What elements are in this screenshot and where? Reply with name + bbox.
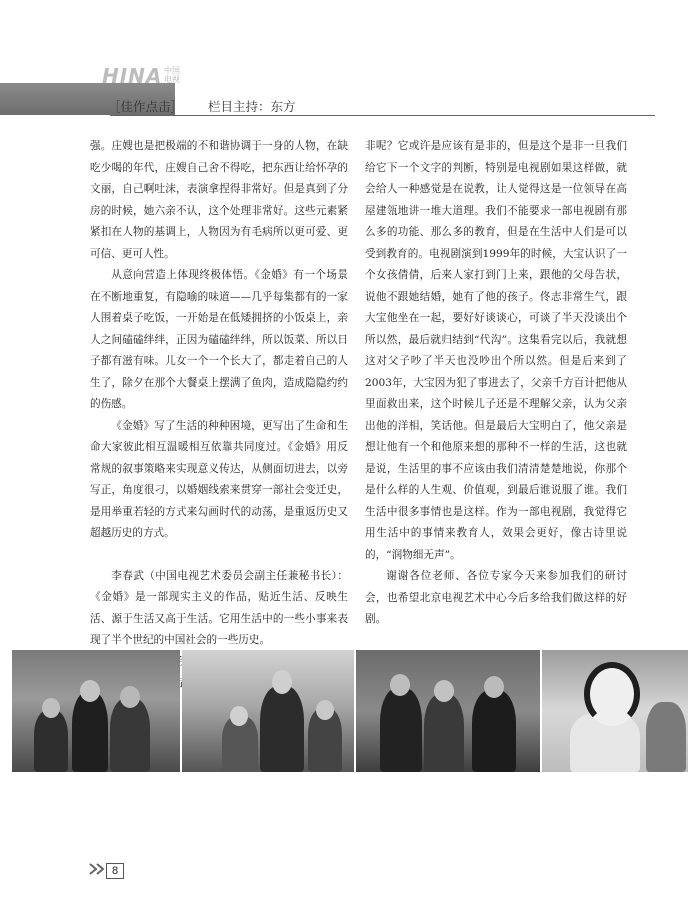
column-label: ［佳作点击］	[108, 99, 184, 114]
paragraph: 谢谢各位老师、各位专家今天来参加我们的研讨会，也希望北京电视艺术中心今后多给我们做这样的好剧。	[365, 570, 627, 625]
left-text-column	[90, 136, 348, 695]
logo-word: HINA	[102, 64, 163, 88]
column-host-label: 栏目主持：东方	[208, 99, 296, 114]
drama-still-photo	[542, 650, 688, 772]
paragraph: 从意向营造上体现终极体悟。《金婚》有一个场景在不断地重复，有隐喻的味道——几乎每集都有的一家人围着桌子吃饭，一开始是在低矮拥挤的小饭桌上，亲人之间磕磕绊绊，正因为磕磕绊绊，所以饭菜、所以日子都有滋有味。儿女一个一个长大了，都走着自己的人生了，除夕在那个大餐桌上摆满了鱼肉，造成隐隐约约的伤感。	[90, 269, 348, 410]
china-tv-logo	[100, 64, 190, 92]
paragraph: 李春武（中国电视艺术委员会副主任兼秘书长）：《金婚》是一部现实主义的作品，贴近生活、反映生活、源于生活又高于生活。它用生活中的一些小事来表现了半个世纪的中国社会的一些历史。	[90, 569, 348, 646]
drama-still-photo	[12, 650, 180, 772]
drama-stills-strip	[12, 650, 688, 772]
paragraph: 《金婚》写了生活的种种困境，更写出了生命和生命大家彼此相互温暖相互依靠共同度过。《金婚》用反常规的叙事策略来实现意义传达，从侧面切进去，以旁写正，角度很刁，以婚姻线索来贯穿一部社会变迁史，是用举重若轻的方式来勾画时代的动荡，是重返历史又超越历史的方式。	[90, 419, 348, 539]
header-rule	[110, 115, 655, 116]
right-text-column	[365, 136, 627, 685]
drama-still-photo	[182, 650, 354, 772]
paragraph: 非呢？它或许是应该有是非的，但是这个是非一旦我们给它下一个文字的判断，特别是电视剧如果这样做，就会给人一种感觉是在说教，让人觉得这是一位领导在高屋建瓴地讲一堆大道理。我们不能要求一部电视剧有那么多的功能、那么多的教育，但是在生活中人们是可以受到教育的。电视剧演到1999年的时候，大宝认识了一个女孩倩倩，后来人家打到门上来，跟他的父母告状，说他不跟她结婚，她有了他的孩子。佟志非常生气，跟大宝他坐在一起，要好好谈谈心，可谈了半天没谈出个所以然，最后就归结到“代沟”。这集看完以后，我就想这对父子吵了半天也没吵出个所以然。但是后来到了2003年，大宝因为犯了事进去了，父亲千方百计把他从里面救出来，这个时候儿子还是不理解父亲，认为父亲出他的洋相，笑话他。但是最后大宝明白了，他父亲是想让他有一个和他原来想的那种不一样的生活，这也就是说，生活里的事不应该由我们清清楚楚地说，你那个是什么样的人生观、价值观，到最后谁说服了谁。我们生活中很多事情也是这样。作为一部电视剧，我觉得它用生活中的事情来教育人，效果会更好，像古诗里说的，“润物细无声”。	[365, 140, 627, 561]
double-chevron-icon	[88, 862, 108, 876]
paragraph: 强。庄嫂也是把极端的不和谐协调于一身的人物，在缺吃少喝的年代，庄嫂自己舍不得吃，把东西让给怀孕的文丽，自己啊吐沫，表演拿捏得非常好。但是真到了分房的时候，她六亲不认，这个处理非常好。这些元素紧紧扣在人物的基调上，人物因为有毛病所以更可爱、更可信、更可人性。	[90, 140, 348, 260]
page-number: 8	[106, 863, 124, 879]
logo-subtitle: 中国电视	[164, 66, 180, 84]
drama-still-photo	[356, 650, 540, 772]
